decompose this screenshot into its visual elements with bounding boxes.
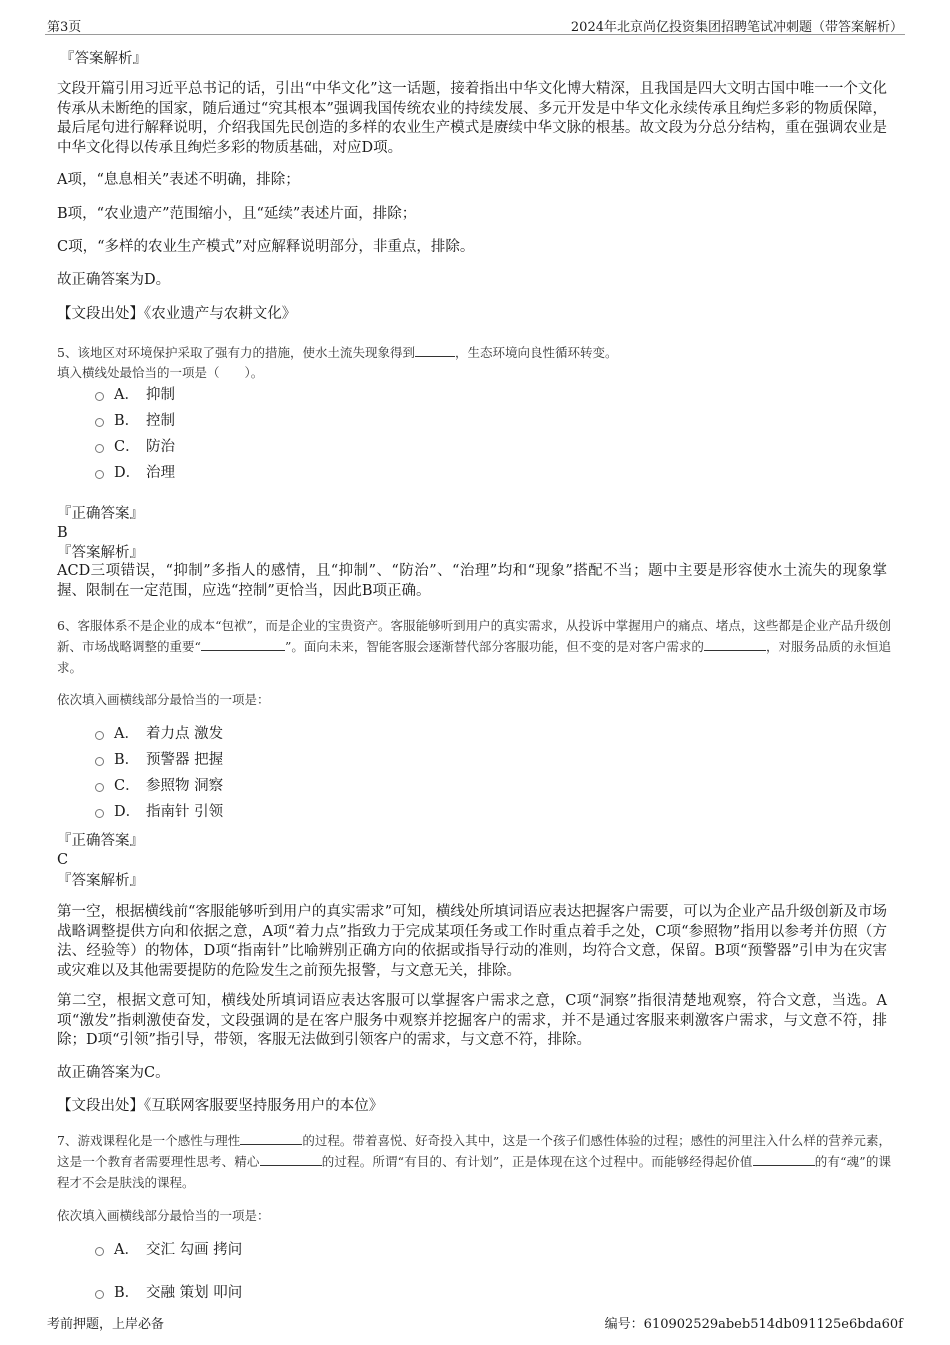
radio-icon[interactable] [95,783,104,792]
q5-option-d[interactable]: D． 治理 [95,463,175,483]
blank-line [201,638,285,651]
radio-icon[interactable] [95,1247,104,1256]
q6-analysis-para1: 第一空，根据横线前“客服能够听到用户的真实需求”可知，横线处所填词语应表达把握客户需要，可以为企业产品升级创新及市场战略调整提供方向和依据之意，A项“着力点”指致力于完成某项任务或工作时重点着手之处，C项“参照物”指用以参考并仿照（方法、经验等）的物体，D项“指南针”比喻辨别正确方向的依据或指导行动的准则，均符合文意，保留。B项“预警器”引申为在灾害或灾难以及其他需要提防的危险发生之前预先报警，与文意无关，排除。 [57,904,887,979]
q6-option-d[interactable]: D． 指南针 引领 [95,802,223,822]
blank-line [240,1132,302,1145]
q5-answer-label: 『正确答案』 [57,506,144,522]
q5-analysis-label: 『答案解析』 [57,545,144,561]
footer-slogan: 考前押题，上岸必备 [47,1317,165,1332]
blank-line [753,1153,815,1166]
q7-option-b[interactable]: B． 交融 策划 叩问 [95,1283,242,1303]
q6-stem: 6、客服体系不是企业的成本“包袱”，而是企业的宝贵资产。客服能够听到用户的真实需求，从投诉中掌握用户的痛点、堵点，这些都是企业产品升级创新、市场战略调整的重要“ ”。面向未来，智能客服会逐渐替代部分客服功能，但不变的是对客户需求的 ，对服务品质的永恒追求。 [57,618,891,675]
blank-line [260,1153,322,1166]
q6-option-a[interactable]: A． 着力点 激发 [95,724,223,744]
blank-line [704,638,766,651]
page-header [45,14,905,35]
q4-conclusion: 故正确答案为D。 [57,272,171,288]
page-footer [45,1313,905,1331]
document-title: 2024年北京尚亿投资集团招聘笔试冲刺题（带答案解析） [570,20,903,35]
q6-conclusion: 故正确答案为C。 [57,1065,170,1081]
q4-option-a-note: A项，“息息相关”表述不明确，排除； [57,172,300,188]
q6-analysis-label: 『答案解析』 [57,873,144,889]
page-number: 第3页 [47,20,82,35]
q7-prompt: 依次填入画横线部分最恰当的一项是： [57,1208,270,1223]
q6-source: 【文段出处】《互联网客服要坚持服务用户的本位》 [57,1098,384,1114]
radio-icon[interactable] [95,1290,104,1299]
q4-source: 【文段出处】《农业遗产与农耕文化》 [57,306,297,322]
q6-option-b[interactable]: B． 预警器 把握 [95,750,223,770]
q6-answer-label: 『正确答案』 [57,833,144,849]
q4-option-c-note: C项，“多样的农业生产模式”对应解释说明部分，非重点，排除。 [57,239,475,255]
q5-answer: B [57,525,68,541]
q7-stem: 7、游戏课程化是一个感性与理性 的过程。带着喜悦、好奇投入其中，这是一个孩子们感性体验的过程；感性的河里注入什么样的营养元素，这是一个教育者需要理性思考、精心 的过程。所谓“有目的、有计划”，正是体现在这个过程中。而能够经得起价值 的有“魂”的课程才不会是肤浅的课程。 [57,1133,891,1190]
q5-option-b[interactable]: B． 控制 [95,411,175,431]
q4-analysis-paragraph: 文段开篇引用习近平总书记的话，引出“中华文化”这一话题，接着指出中华文化博大精深，且我国是四大文明古国中唯一一个文化传承从未断绝的国家，随后通过“究其根本”强调我国传统农业的持续发展、多元开发是中华文化永续传承且绚烂多彩的物质保障，最后尾句进行解释说明，介绍我国先民创造的多样的农业生产模式是赓续中华文脉的根基。故文段为分总分结构，重在强调农业是中华文化得以传承且绚烂多彩的物质基础，对应D项。 [57,81,887,156]
q5-stem: 5、该地区对环境保护采取了强有力的措施，使水土流失现象得到 ，生态环境向良性循环转变。 [57,345,618,360]
blank-line [415,344,455,357]
radio-icon[interactable] [95,418,104,427]
q6-answer: C [57,852,69,868]
q4-option-b-note: B项，“农业遗产”范围缩小，且“延续”表述片面，排除； [57,206,417,222]
radio-icon[interactable] [95,392,104,401]
q6-prompt: 依次填入画横线部分最恰当的一项是： [57,692,270,707]
document-code: 编号：610902529abeb514db091125e6bda60f [604,1317,903,1332]
radio-icon[interactable] [95,809,104,818]
q5-option-a[interactable]: A． 抑制 [95,385,175,405]
q5-analysis: ACD三项错误，“抑制”多指人的感情，且“抑制”、“防治”、“治理”均和“现象”搭配不当；题中主要是形容使水土流失的现象掌握、限制在一定范围，应选“控制”更恰当，因此B项正确。 [57,563,887,599]
q6-analysis-para2: 第二空，根据文意可知，横线处所填词语应表达客服可以掌握客户需求之意，C项“洞察”指很清楚地观察，符合文意，当选。A项“激发”指刺激使奋发，文段强调的是在客户服务中观察并挖掘客户的需求，并不是通过客服来刺激客户需求，与文意不符，排除；D项“引领”指引导，带领，客服无法做到引领客户的需求，与文意不符，排除。 [57,993,887,1048]
q7-option-a[interactable]: A． 交汇 勾画 拷问 [95,1240,242,1260]
radio-icon[interactable] [95,470,104,479]
q5-option-c[interactable]: C． 防治 [95,437,175,457]
radio-icon[interactable] [95,731,104,740]
q6-option-c[interactable]: C． 参照物 洞察 [95,776,223,796]
radio-icon[interactable] [95,757,104,766]
radio-icon[interactable] [95,444,104,453]
q4-analysis-label: 『答案解析』 [60,51,147,67]
q5-prompt: 填入横线处最恰当的一项是（ ）。 [57,365,264,380]
